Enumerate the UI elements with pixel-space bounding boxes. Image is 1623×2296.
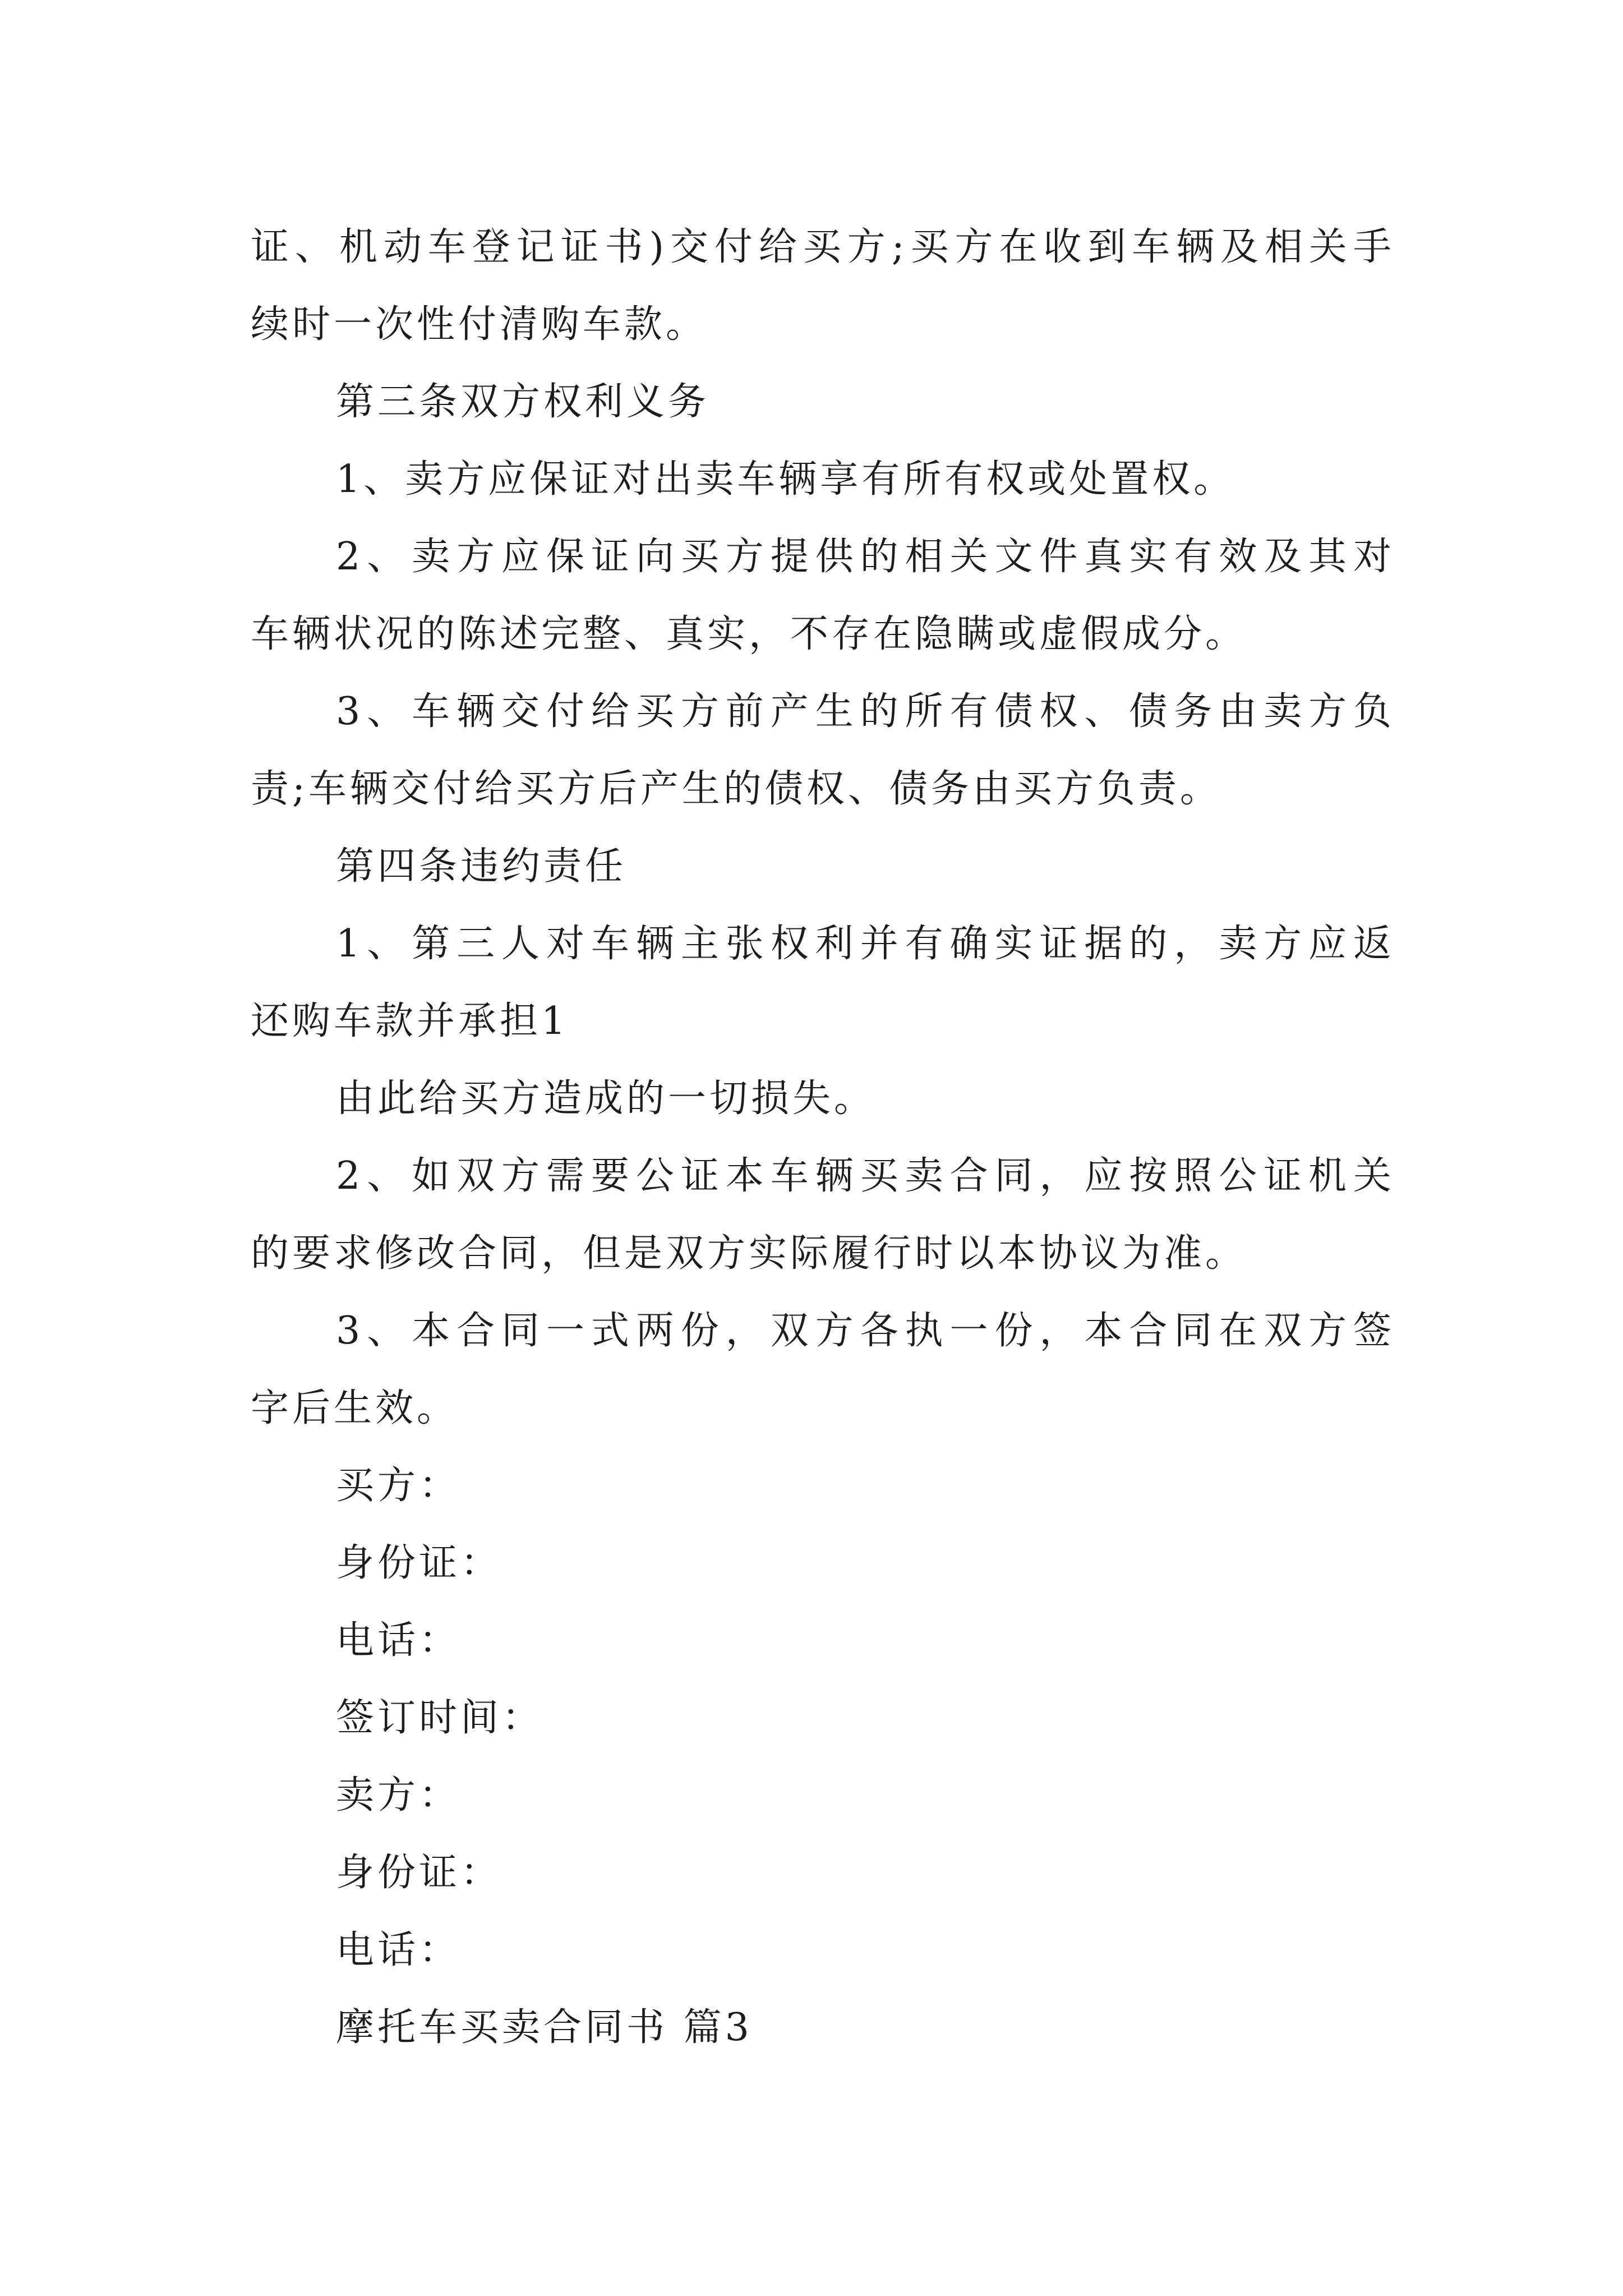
paragraph-line: 的要求修改合同，但是双方实际履行时以本协议为准。: [251, 1231, 1247, 1276]
next-section-title: 摩托车买卖合同书 篇3: [336, 2005, 753, 2050]
paragraph-line: 车辆状况的陈述完整、真实，不存在隐瞒或虚假成分。: [251, 612, 1247, 656]
paragraph-line: 3、本合同一式两份，双方各执一份，本合同在双方签: [336, 1309, 1395, 1353]
paragraph-line: 字后生效。: [251, 1386, 459, 1430]
section-heading: 第三条双方权利义务: [336, 380, 710, 424]
signature-field-label: 身份证：: [336, 1541, 502, 1585]
signature-field-label: 身份证：: [336, 1851, 502, 1895]
paragraph-line: 2、卖方应保证向买方提供的相关文件真实有效及其对: [336, 535, 1395, 579]
document-body: [251, 209, 1395, 2067]
paragraph-line: 2、如双方需要公证本车辆买卖合同，应按照公证机关: [336, 1154, 1395, 1198]
signature-field-label: 电话：: [336, 1928, 461, 1972]
paragraph-line: 还购车款并承担1: [251, 999, 569, 1043]
signature-field-label: 买方：: [336, 1464, 461, 1508]
paragraph-line: 证、机动车登记证书)交付给买方;买方在收到车辆及相关手: [251, 225, 1395, 269]
paragraph-line: 3、车辆交付给买方前产生的所有债权、债务由卖方负: [336, 689, 1395, 734]
section-heading: 第四条违约责任: [336, 844, 627, 889]
paragraph-line: 1、卖方应保证对出卖车辆享有所有权或处置权。: [336, 457, 1235, 501]
paragraph-line: 由此给买方造成的一切损失。: [336, 1076, 876, 1121]
signature-field-label: 签订时间：: [336, 1696, 544, 1740]
signature-field-label: 电话：: [336, 1618, 461, 1663]
signature-field-label: 卖方：: [336, 1773, 461, 1818]
paragraph-line: 责;车辆交付给买方后产生的债权、债务由买方负责。: [251, 767, 1221, 811]
paragraph-line: 续时一次性付清购车款。: [251, 302, 708, 347]
paragraph-line: 1、第三人对车辆主张权利并有确实证据的，卖方应返: [336, 922, 1395, 966]
